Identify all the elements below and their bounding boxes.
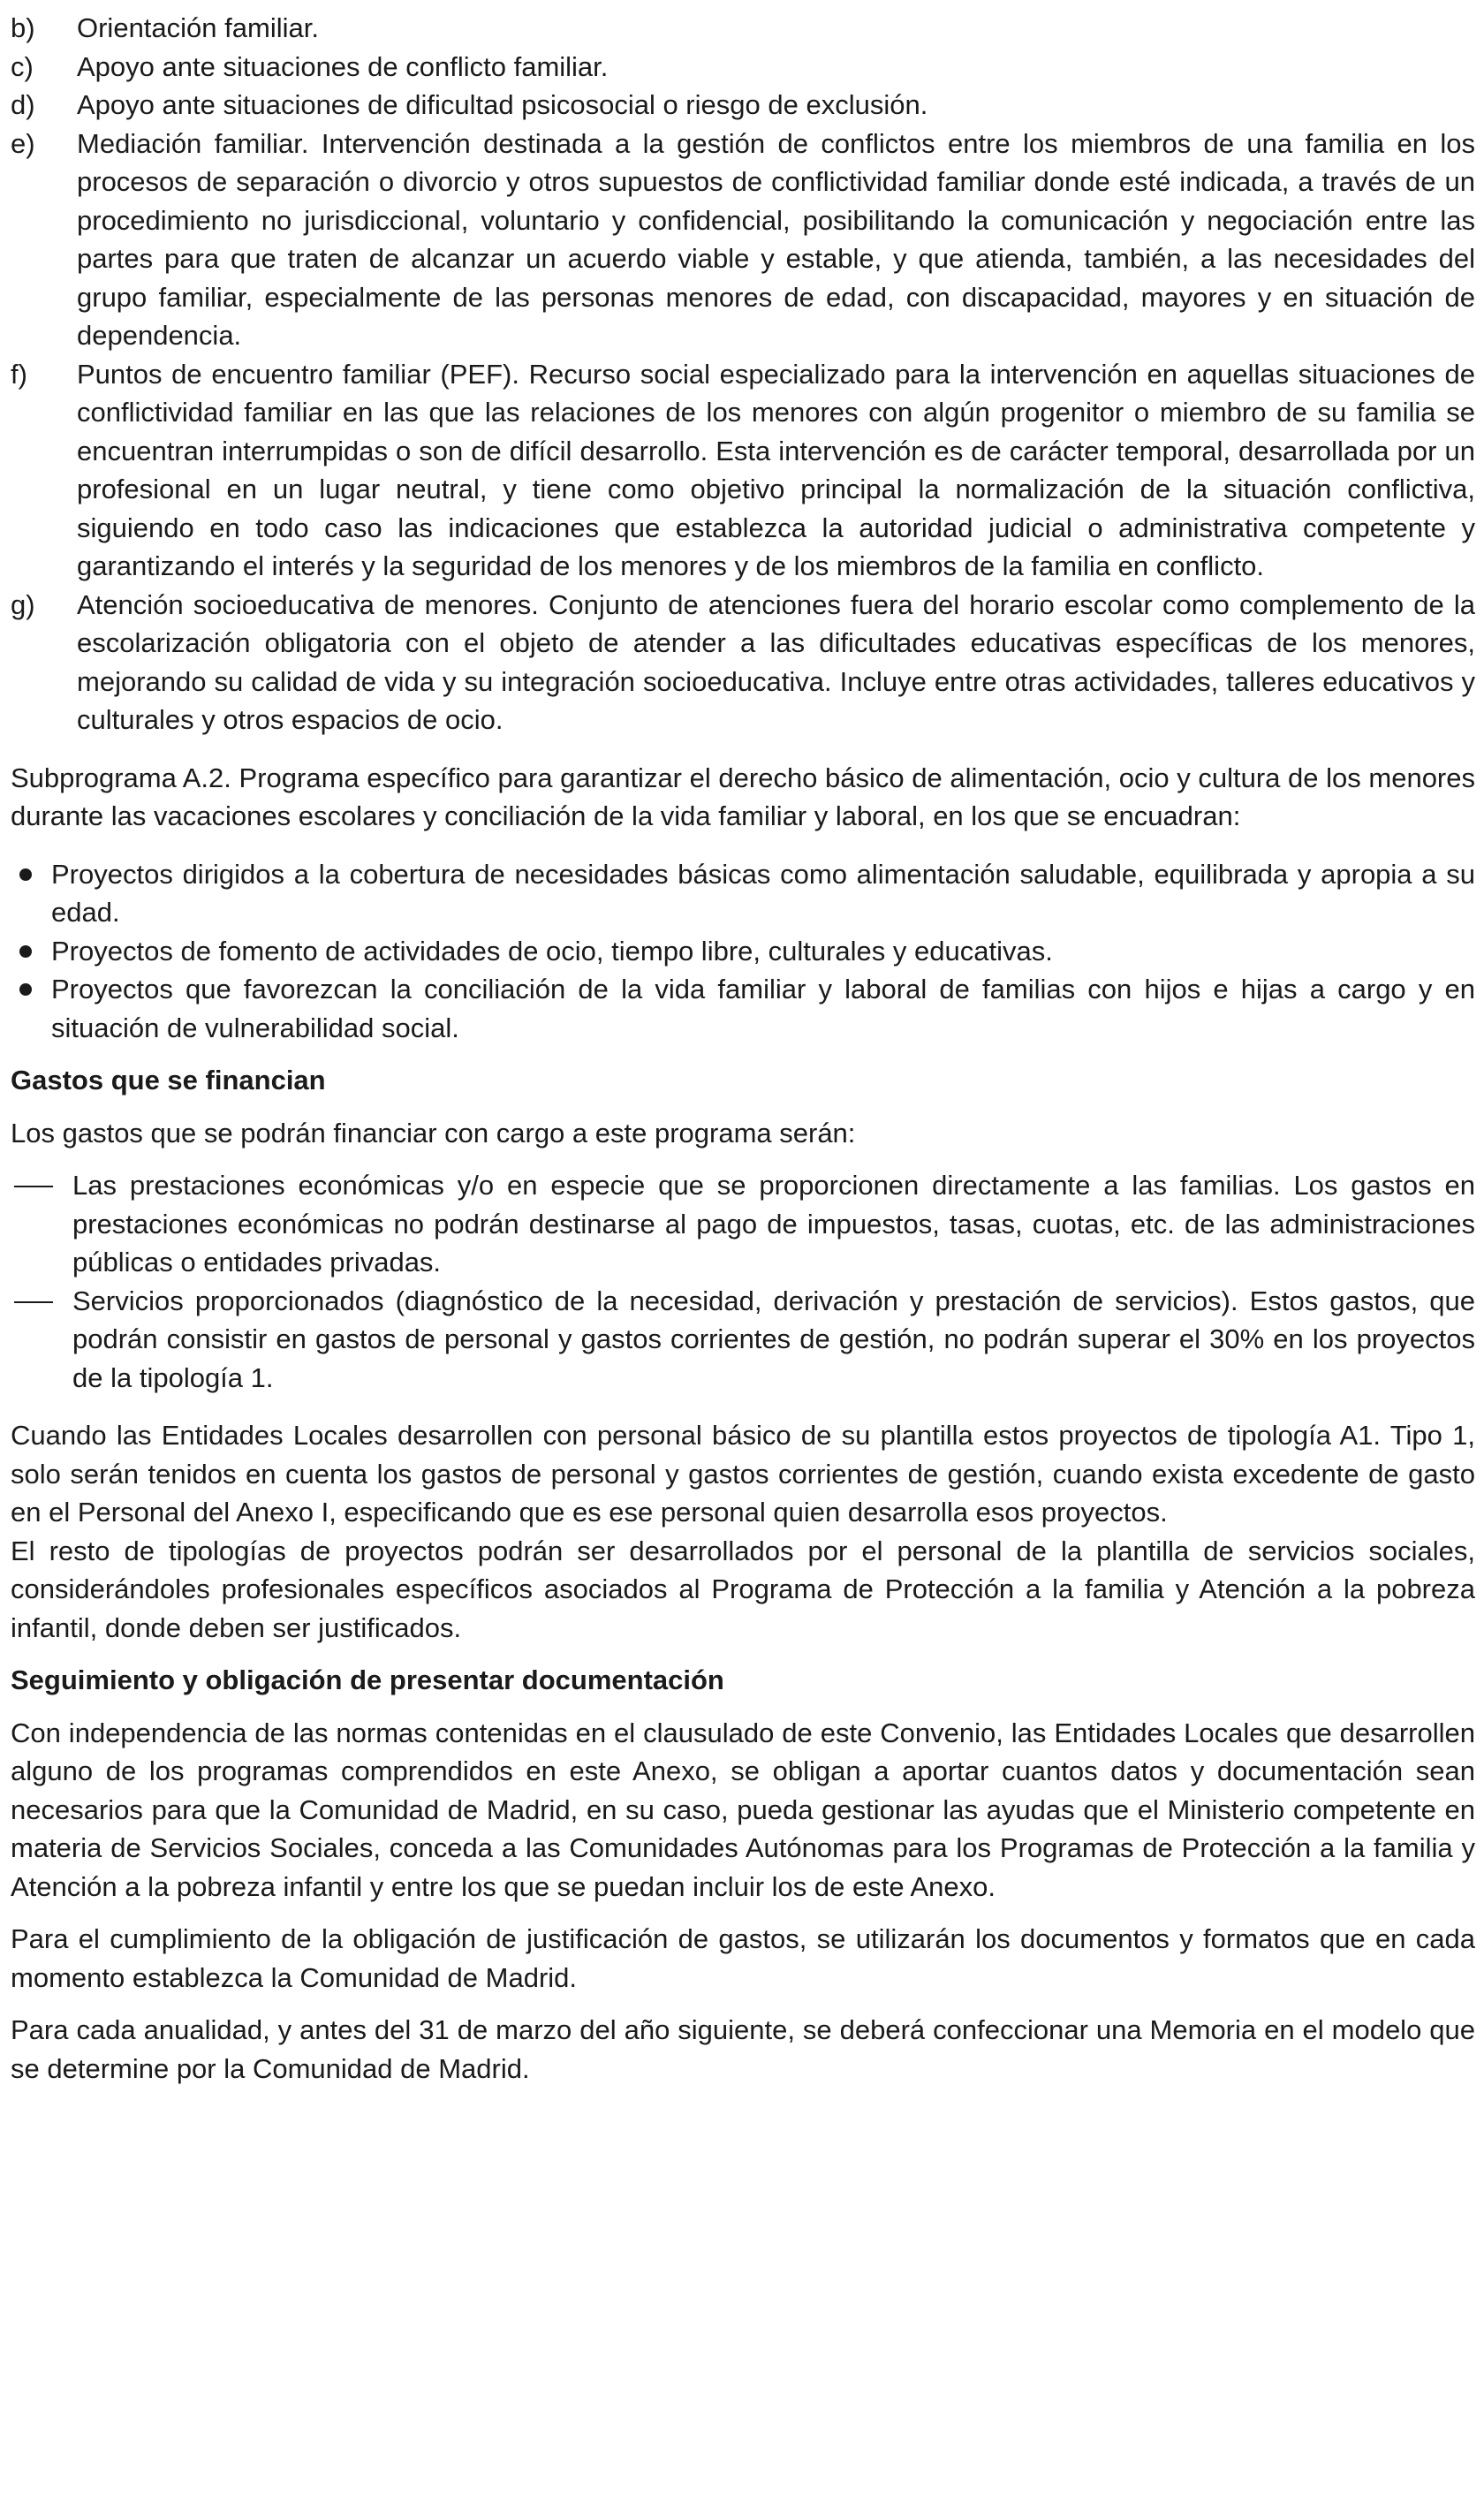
list-item-text: Apoyo ante situaciones de dificultad psicosocial o riesgo de exclusión. xyxy=(77,89,928,120)
bullet-text: Proyectos de fomento de actividades de ocio, tiempo libre, culturales y educativas. xyxy=(51,935,1053,967)
subprogram-intro: Subprograma A.2. Programa específico para garantizar el derecho básico de alimentación, ocio y cultura de los menores durante las vacaciones escolares y conciliación de la vida familiar y laboral, en los que se encuadran: xyxy=(11,762,1475,831)
section-heading-seguimiento: Seguimiento y obligación de presentar documentación xyxy=(11,1664,724,1695)
bullet-item xyxy=(11,932,1475,971)
list-item-label: b) xyxy=(11,12,35,43)
bullet-item xyxy=(11,970,1475,1047)
seguimiento-paragraph-3: Para cada anualidad, y antes del 31 de marzo del año siguiente, se deberá confeccionar una Memoria en el modelo que se determine por la Comunidad de Madrid. xyxy=(11,2014,1475,2084)
dash-text: Las prestaciones económicas y/o en especie que se proporcionen directamente a las familias. Los gastos en prestaciones económicas no podrán destinarse al pago de impuestos, tasas, cuotas, etc. de las administraciones públicas o entidades privadas. xyxy=(72,1170,1475,1278)
list-item-label: d) xyxy=(11,89,35,120)
bullet-icon xyxy=(11,970,51,1008)
dash-text: Servicios proporcionados (diagnóstico de la necesidad, derivación y prestación de servicios). Estos gastos, que podrán consistir en gastos de personal y gastos corrientes de gestión, no podrán superar el 30% en los proyectos de la tipología 1. xyxy=(72,1285,1475,1393)
dash-item xyxy=(11,1166,1475,1282)
list-item-label: e) xyxy=(11,127,35,159)
dash-icon xyxy=(11,1166,72,1204)
bullet-text: Proyectos que favorezcan la conciliación de la vida familiar y laboral de familias con hijos e hijas a cargo y en situación de vulnerabilidad social. xyxy=(51,974,1475,1043)
list-item-text: Mediación familiar. Intervención destinada a la gestión de conflictos entre los miembros de una familia en los procesos de separación o divorcio y otros supuestos de conflictividad familiar donde esté indicada, a través de un procedimiento no jurisdiccional, voluntario y confidencial, posibilitando la comunicación y negociación entre las partes para que traten de alcanzar un acuerdo viable y estable, y que atienda, también, a las necesidades del grupo familiar, especialmente de las personas menores de edad, con discapacidad, mayores y en situación de dependencia. xyxy=(77,127,1475,351)
list-item-e xyxy=(11,125,1475,355)
gastos-paragraph-2: El resto de tipologías de proyectos podrán ser desarrollados por el personal de la plantilla de servicios sociales, considerándoles profesionales específicos asociados al Programa de Protección a la familia y Atención a la pobreza infantil, donde deben ser justificados. xyxy=(11,1535,1475,1643)
bullet-text: Proyectos dirigidos a la cobertura de necesidades básicas como alimentación saludable, equilibrada y apropia a su edad. xyxy=(51,858,1475,928)
list-item-text: Orientación familiar. xyxy=(77,12,319,43)
list-item-g xyxy=(11,586,1475,739)
list-item-label: f) xyxy=(11,358,27,390)
list-item-c xyxy=(11,48,1475,87)
list-item-d xyxy=(11,86,1475,125)
gastos-intro: Los gastos que se podrán financiar con cargo a este programa serán: xyxy=(11,1117,856,1149)
gastos-paragraph-1: Cuando las Entidades Locales desarrollen con personal básico de su plantilla estos proyectos de tipología A1. Tipo 1, solo serán tenidos en cuenta los gastos de personal y gastos corrientes de gestión, cuando exista excedente de gasto en el Personal del Anexo I, especificando que es ese personal quien desarrolla esos proyectos. xyxy=(11,1420,1475,1528)
list-item-label: g) xyxy=(11,588,35,620)
dash-item xyxy=(11,1282,1475,1398)
list-item-f xyxy=(11,355,1475,586)
seguimiento-paragraph-1: Con independencia de las normas contenidas en el clausulado de este Convenio, las Entidades Locales que desarrollen alguno de los programas comprendidos en este Anexo, se obligan a aportar cuantos datos y documentación sean necesarios para que la Comunidad de Madrid, en su caso, pueda gestionar las ayudas que el Ministerio competente en materia de Servicios Sociales, conceda a las Comunidades Autónomas para los Programas de Protección a la familia y Atención a la pobreza infantil y entre los que se puedan incluir los de este Anexo. xyxy=(11,1717,1475,1902)
dash-icon xyxy=(11,1282,72,1320)
list-item-label: c) xyxy=(11,50,34,82)
bullet-item xyxy=(11,855,1475,932)
list-item-text: Apoyo ante situaciones de conflicto familiar. xyxy=(77,50,609,82)
list-item-b xyxy=(11,9,1475,48)
bullet-icon xyxy=(11,855,51,893)
seguimiento-paragraph-2: Para el cumplimiento de la obligación de justificación de gastos, se utilizarán los documentos y formatos que en cada momento establezca la Comunidad de Madrid. xyxy=(11,1923,1475,1993)
section-heading-gastos: Gastos que se financian xyxy=(11,1065,326,1096)
list-item-text: Atención socioeducativa de menores. Conjunto de atenciones fuera del horario escolar como complemento de la escolarización obligatoria con el objeto de atender a las dificultades educativas específicas de los menores, mejorando su calidad de vida y su integración socioeducativa. Incluye entre otras actividades, talleres educativos y culturales y otros espacios de ocio. xyxy=(77,588,1475,735)
bullet-icon xyxy=(11,932,51,970)
list-item-text: Puntos de encuentro familiar (PEF). Recurso social especializado para la intervención en aquellas situaciones de conflictividad familiar en las que las relaciones de los menores con algún progenitor o miembro de su familia se encuentran interrumpidas o son de difícil desarrollo. Esta intervención es de carácter temporal, desarrollada por un profesional en un lugar neutral, y tiene como objetivo principal la normalización de la situación conflictiva, siguiendo en todo caso las indicaciones que establezca la autoridad judicial o administrativa competente y garantizando el interés y la seguridad de los menores y de los miembros de la familia en conflicto. xyxy=(77,358,1475,581)
